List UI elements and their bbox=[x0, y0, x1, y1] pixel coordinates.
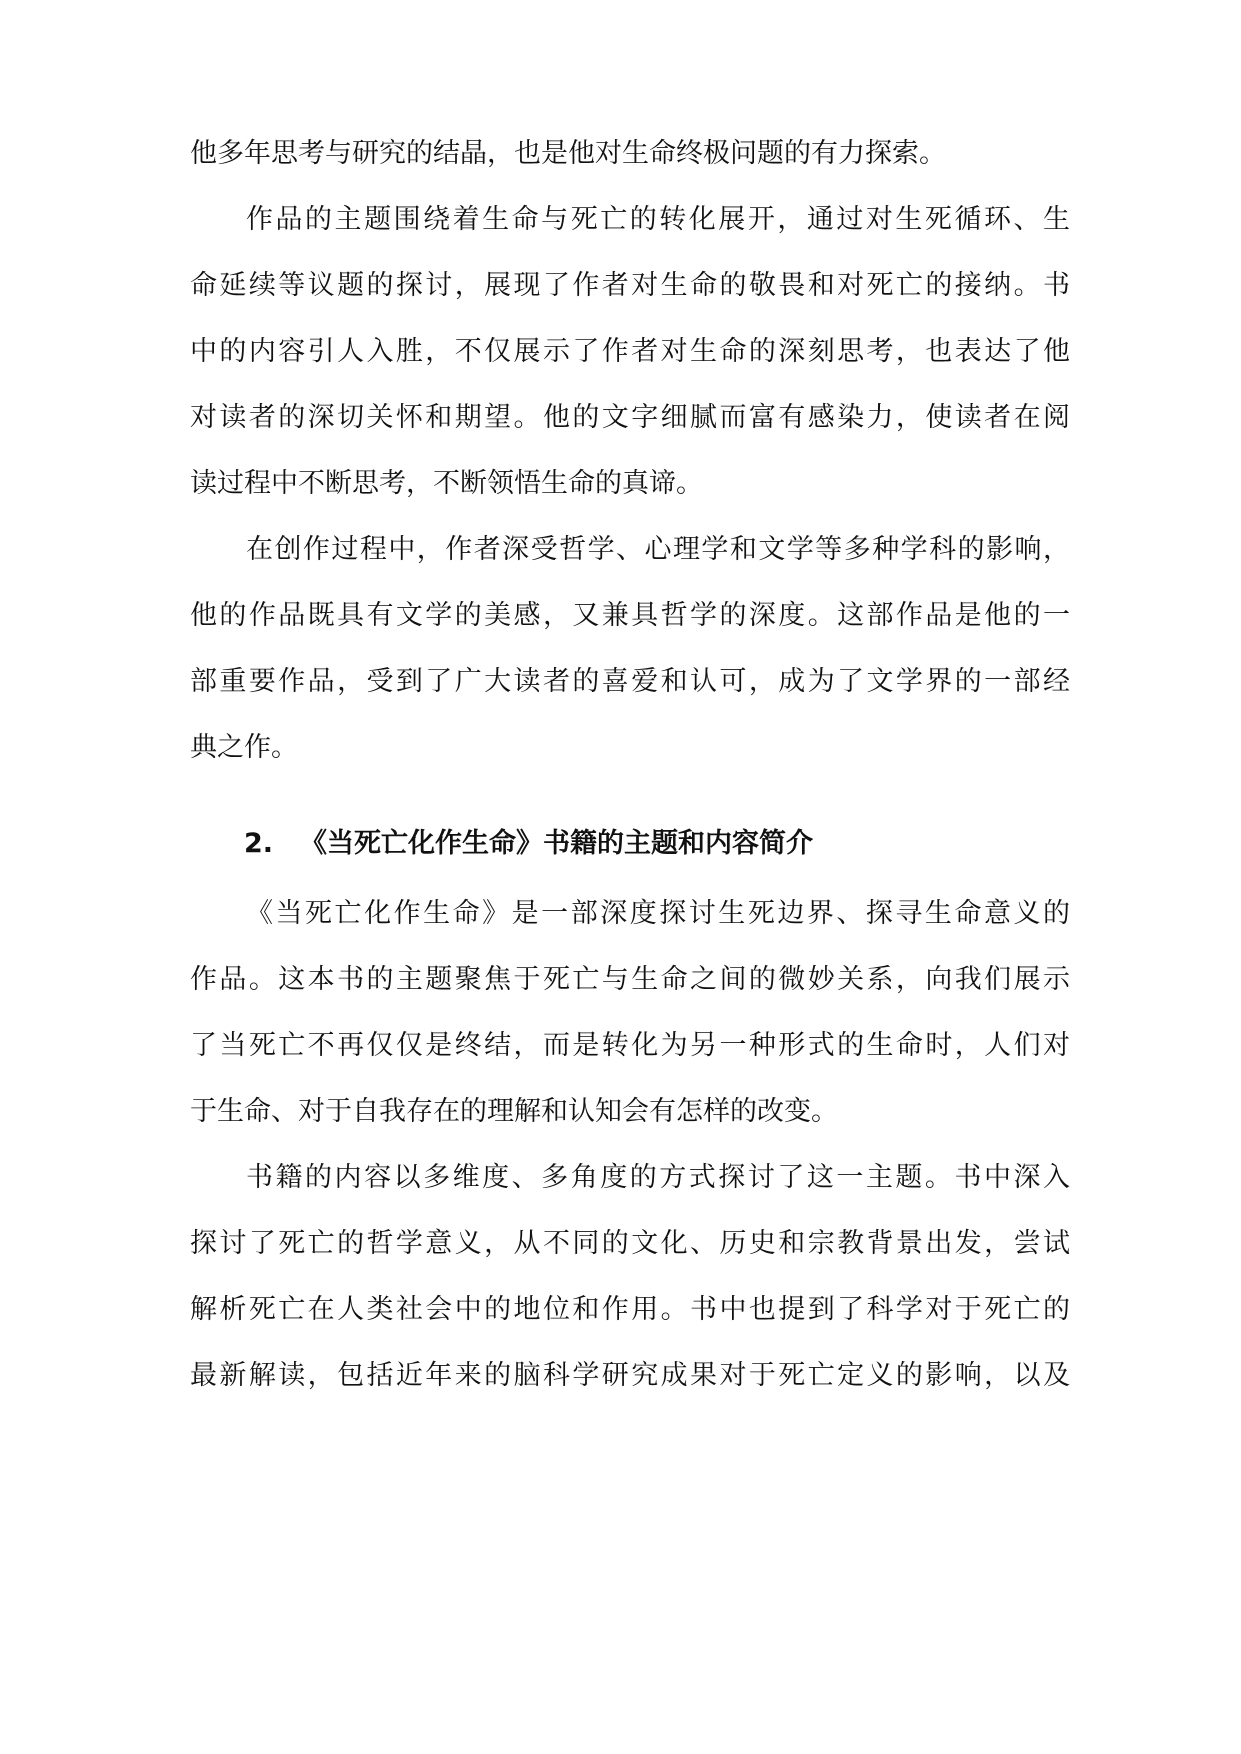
section-number: 2. bbox=[244, 828, 274, 859]
paragraph-line: 探讨了死亡的哲学意义，从不同的文化、历史和宗教背景出发，尝试 bbox=[190, 1228, 1070, 1259]
section-heading bbox=[244, 822, 813, 866]
paragraph-line: 最新解读，包括近年来的脑科学研究成果对于死亡定义的影响，以及 bbox=[190, 1360, 1070, 1391]
paragraph-line: 于生命、对于自我存在的理解和认知会有怎样的改变。 bbox=[190, 1096, 838, 1127]
paragraph-line: 他多年思考与研究的结晶，也是他对生命终极问题的有力探索。 bbox=[190, 138, 946, 169]
paragraph-line: 部重要作品，受到了广大读者的喜爱和认可，成为了文学界的一部经 bbox=[190, 666, 1070, 697]
paragraph-line: 书籍的内容以多维度、多角度的方式探讨了这一主题。书中深入 bbox=[246, 1162, 1070, 1193]
paragraph-line: 在创作过程中，作者深受哲学、心理学和文学等多种学科的影响， bbox=[246, 534, 1070, 565]
paragraph-line: 《当死亡化作生命》是一部深度探讨生死边界、探寻生命意义的 bbox=[246, 898, 1070, 929]
paragraph-line: 他的作品既具有文学的美感，又兼具哲学的深度。这部作品是他的一 bbox=[190, 600, 1070, 631]
paragraph-line: 解析死亡在人类社会中的地位和作用。书中也提到了科学对于死亡的 bbox=[190, 1294, 1070, 1325]
paragraph-line: 了当死亡不再仅仅是终结，而是转化为另一种形式的生命时，人们对 bbox=[190, 1030, 1070, 1061]
section-title: 《当死亡化作生命》书籍的主题和内容简介 bbox=[300, 828, 813, 859]
paragraph-line: 命延续等议题的探讨，展现了作者对生命的敬畏和对死亡的接纳。书 bbox=[190, 270, 1070, 301]
paragraph-line: 作品的主题围绕着生命与死亡的转化展开，通过对生死循环、生 bbox=[246, 204, 1070, 235]
paragraph-line: 读过程中不断思考，不断领悟生命的真谛。 bbox=[190, 468, 703, 499]
paragraph-line: 作品。这本书的主题聚焦于死亡与生命之间的微妙关系，向我们展示 bbox=[190, 964, 1070, 995]
paragraph-line: 典之作。 bbox=[190, 732, 298, 763]
paragraph-line: 中的内容引人入胜，不仅展示了作者对生命的深刻思考，也表达了他 bbox=[190, 336, 1070, 367]
paragraph-line: 对读者的深切关怀和期望。他的文字细腻而富有感染力，使读者在阅 bbox=[190, 402, 1070, 433]
